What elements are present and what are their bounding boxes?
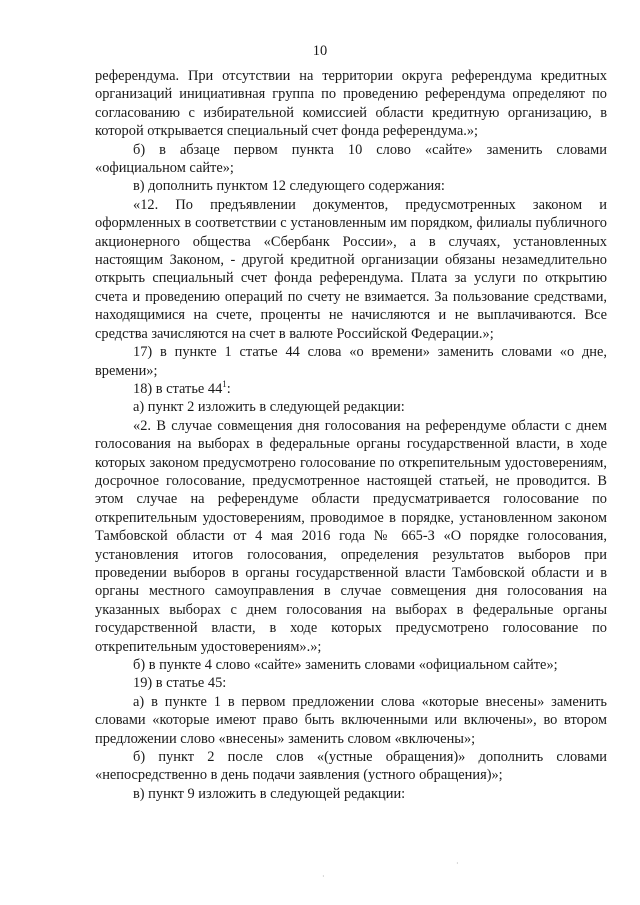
paragraph: «2. В случае совмещения дня голосования на референдуме области с днем голосования на выборах в федеральные органы государственной власти, в ходе которых законом предусмотрено голосование по открепительным удостоверениям, досрочное голосование, предусмотренное настоящей статьей, не проводится. В этом случае на референдуме области предусматривается голосование по открепительным удостоверениям, проводимое в порядке, установленном законом Тамбовской области от 4 мая 2016 года № 665-З «О порядке голосования, установления итогов голосования, определения результатов выборов при проведении выборов в органы государственной власти Тамбовской области и в органы местного самоуправления в случае совмещения дня голосования на указанных выборах с днем голосования на выборах в федеральные органы государственной власти, в ходе которых предусмотрено голосование по открепительным удостоверениям».»; (95, 417, 607, 655)
body-text (95, 67, 607, 803)
scan-speck: · (322, 872, 325, 881)
paragraph: в) пункт 9 изложить в следующей редакции: (133, 785, 406, 802)
paragraph: а) в пункте 1 в первом предложении слова «которые внесены» заменить словами «которые имеют право быть включенными или включены», во втором предложении слово «внесены» заменить словом «включены»; (95, 693, 607, 747)
paragraph: б) пункт 2 после слов «(устные обращения)» дополнить словами «непосредственно в день подачи заявления (устного обращения)»; (95, 749, 607, 784)
scan-speck: · (456, 859, 459, 868)
paragraph: 17) в пункте 1 статье 44 слова «о времени» заменить словами «о дне, времени»; (95, 344, 607, 379)
page-number: 10 (312, 43, 328, 59)
paragraph: референдума. При отсутствии на территории округа референдума кредитных организаций инициативная группа по проведению референдума определяют по согласованию с избирательной комиссией области кредитную организацию, в которой открывается специальный счет фонда референдума.»; (95, 68, 607, 140)
article-superscript: 1 (222, 379, 227, 390)
paragraph: «12. По предъявлении документов, предусмотренных законом и оформленных в соответствии с установленным им порядком, филиалы публичного акционерного общества «Сбербанк России», а в случаях, установленных настоящим Законом, - другой кредитной организации обязаны незамедлительно открыть специальный счет фонда референдума. Плата за услуги по открытию счета и проведению операций по счету не взимается. За пользование средствами, находящимися на счете, проценты не начисляются и не выплачиваются. Все средства зачисляются на счет в валюте Российской Федерации.»; (95, 196, 607, 342)
paragraph: б) в пункте 4 слово «сайте» заменить словами «официальном сайте»; (133, 657, 558, 673)
paragraph (95, 380, 607, 398)
paragraph-tail: : (226, 380, 231, 397)
paragraph: в) дополнить пунктом 12 следующего содержания: (133, 178, 445, 195)
paragraph: а) пункт 2 изложить в следующей редакции: (133, 399, 405, 416)
paragraph-text: 18) в статье 44 (133, 380, 223, 397)
paragraph: 19) в статье 45: (133, 675, 227, 692)
paragraph: б) в абзаце первом пункта 10 слово «сайте» заменить словами «официальном сайте»; (95, 141, 607, 177)
